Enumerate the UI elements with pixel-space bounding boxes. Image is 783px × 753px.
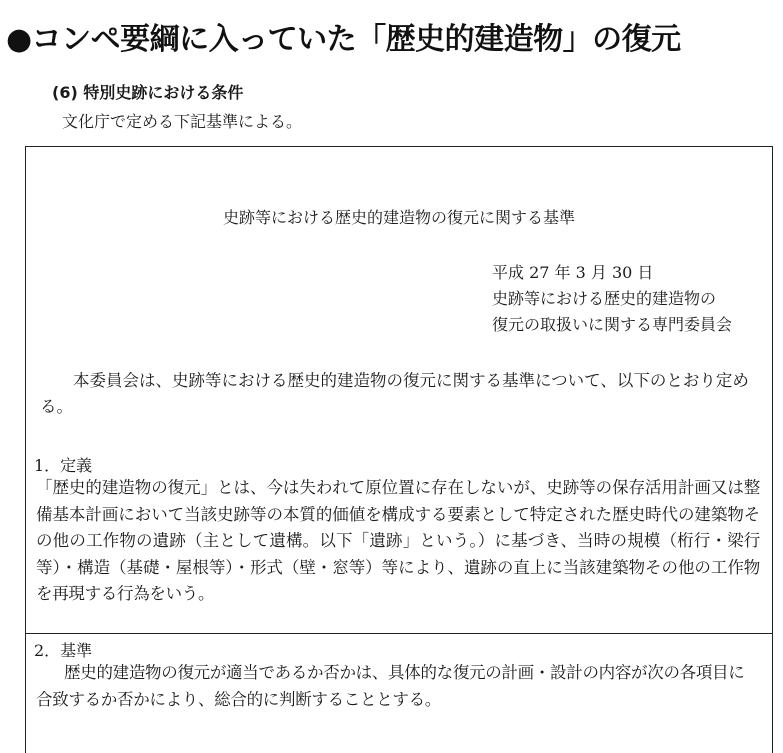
definition-body: 「歴史的建造物の復元」とは、今は失われて原位置に存在しないが、史跡等の保存活用計画又は整備基本計画において当該史跡等の本質的価値を構成する要素として特定された歴史時代の建築物その他の工作物の遺跡（主として遺構。以下「遺跡」という。）に基づき、当時の規模（桁行・梁行等）・構造（基礎・屋根等）・形式（壁・窓等）等により、遺跡の直上に当該建築物その他の工作物を再現する行為をいう。 [36,478,760,603]
standard-document-box [25,146,773,753]
standard-heading: 2．基準 [34,641,93,660]
document-intro: 本委員会は、史跡等における歴史的建造物の復元に関する基準について、以下のとおり定める。 [40,371,749,416]
definition-heading: 1．定義 [34,456,93,475]
document-issuer-line-2: 復元の取扱いに関する専門委員会 [492,315,733,334]
document-meta [492,260,732,338]
document-issuer-line-1: 史跡等における歴史的建造物の [492,289,717,308]
standard-body: 歴史的建造物の復元が適当であるか否かは、具体的な復元の計画・設計の内容が次の各項目に合致するか否かにより、総合的に判断することとする。 [36,663,745,709]
document-date: 平成 27 年 3 月 30 日 [492,263,654,282]
page-title: ●コンペ要綱に入っていた「歴史的建造物」の復元 [6,22,681,57]
document-title: 史跡等における歴史的建造物の復元に関する基準 [222,208,575,227]
section-note: 文化庁で定める下記基準による。 [62,112,303,131]
section-divider [26,633,772,634]
section-heading: (6) 特別史跡における条件 [52,83,244,102]
